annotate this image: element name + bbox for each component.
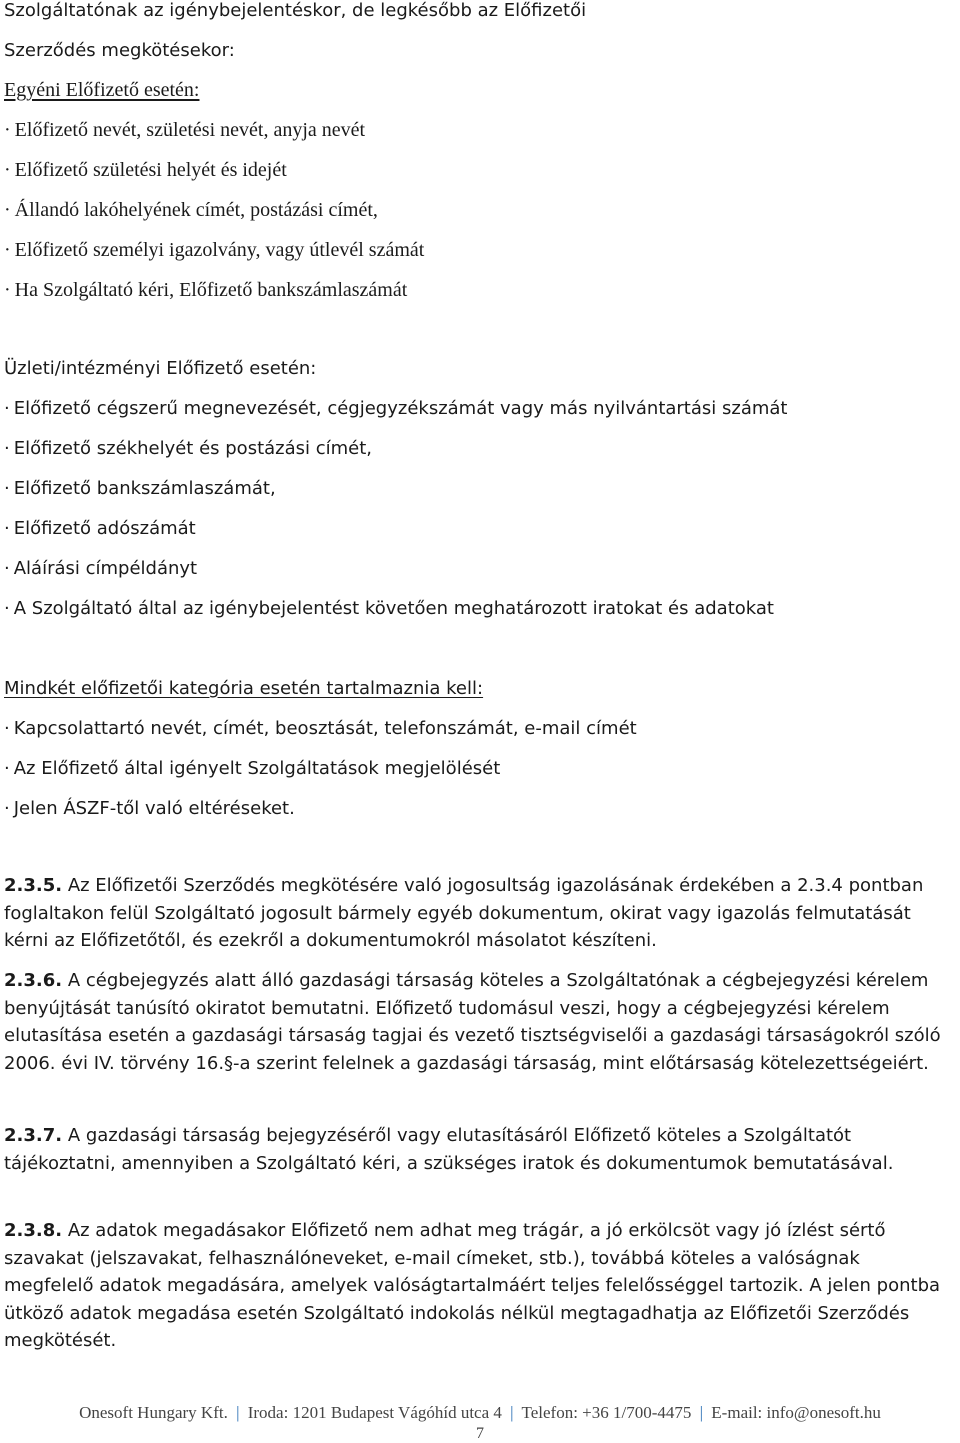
section-text: Az Előfizetői Szerződés megkötésére való jogosultság igazolásának érdekében a 2.3.4 pontban foglaltakon felül Szolgáltató jogosult bármely egyéb dokumentum, okirat vagy igazolás felmutatását kérni az Előfizetőtől, és ezekről a dokumentumokról másolatot készíteni.	[4, 875, 924, 951]
bullet-icon: ·	[4, 758, 10, 779]
section-number: 2.3.6.	[4, 970, 63, 991]
business-heading: Üzleti/intézményi Előfizető esetén:	[4, 358, 317, 379]
footer-company: Onesoft Hungary Kft.	[79, 1403, 228, 1422]
list-item: · Előfizető születési helyét és idejét	[4, 159, 287, 181]
bullet-icon: ·	[4, 398, 10, 419]
footer-separator: |	[699, 1403, 704, 1422]
list-item: · Aláírási címpéldányt	[4, 558, 198, 579]
footer-email: E-mail: info@onesoft.hu	[711, 1403, 881, 1422]
intro-line-2: Szerződés megkötésekor:	[4, 40, 235, 61]
section-number: 2.3.5.	[4, 875, 63, 896]
bullet-icon: ·	[4, 518, 10, 539]
section-2-3-7	[4, 1122, 954, 1177]
section-2-3-8	[4, 1217, 954, 1355]
bullet-icon: ·	[4, 438, 10, 459]
bullet-icon: ·	[4, 598, 10, 619]
both-heading: Mindkét előfizetői kategória esetén tartalmaznia kell:	[4, 678, 484, 699]
list-item: · Előfizető személyi igazolvány, vagy útlevél számát	[4, 239, 425, 261]
section-number: 2.3.8.	[4, 1220, 63, 1241]
bullet-icon: ·	[4, 798, 10, 819]
page-number: 7	[476, 1425, 484, 1442]
list-item: · Az Előfizető által igényelt Szolgáltatások megjelölését	[4, 758, 501, 779]
bullet-icon: ·	[4, 199, 11, 221]
section-number: 2.3.7.	[4, 1125, 63, 1146]
list-item: · Előfizető adószámát	[4, 518, 196, 539]
footer-phone: Telefon: +36 1/700-4475	[521, 1403, 692, 1422]
bullet-icon: ·	[4, 239, 11, 261]
list-item: · Előfizető cégszerű megnevezését, cégjegyzékszámát vagy más nyilvántartási számát	[4, 398, 788, 419]
footer-separator: |	[510, 1403, 514, 1422]
section-2-3-5	[4, 872, 954, 955]
page-footer	[0, 1403, 960, 1423]
intro-line-1: Szolgáltatónak az igénybejelentéskor, de legkésőbb az Előfizetői	[4, 0, 587, 21]
section-2-3-6	[4, 967, 954, 1077]
list-item: · Állandó lakóhelyének címét, postázási címét,	[4, 199, 378, 221]
footer-separator: |	[236, 1403, 240, 1422]
list-item: · Előfizető bankszámlaszámát,	[4, 478, 276, 499]
list-item: · Kapcsolattartó nevét, címét, beosztását, telefonszámát, e-mail címét	[4, 718, 637, 739]
bullet-icon: ·	[4, 558, 10, 579]
bullet-icon: ·	[4, 718, 10, 739]
bullet-icon: ·	[4, 279, 11, 301]
section-text: A gazdasági társaság bejegyzéséről vagy elutasításáról Előfizető köteles a Szolgáltatót tájékoztatni, amennyiben a Szolgáltató kéri, a szükséges iratok és dokumentumok bemutatásával.	[4, 1125, 894, 1174]
bullet-icon: ·	[4, 478, 10, 499]
list-item: · Előfizető székhelyét és postázási címét,	[4, 438, 373, 459]
bullet-icon: ·	[4, 119, 11, 141]
list-item: · Előfizető nevét, születési nevét, anyja nevét	[4, 119, 366, 141]
footer-office: Iroda: 1201 Budapest Vágóhíd utca 4	[247, 1403, 502, 1422]
list-item: · Jelen ÁSZF-től való eltéréseket.	[4, 798, 295, 819]
individual-heading: Egyéni Előfizető esetén:	[4, 79, 200, 101]
section-text: Az adatok megadásakor Előfizető nem adhat meg trágár, a jó erkölcsöt vagy jó ízlést sértő szavakat (jelszavakat, felhasználóneveket, e-mail címeket, stb.), továbbá köteles a valóságnak megfelelő adatok megadására, amelyek valóságtartalmáért teljes felelősséggel tartozik. A jelen pontba ütköző adatok megadása esetén Szolgáltató indokolás nélkül megtagadhatja az Előfizetői Szerződés megkötését.	[4, 1220, 941, 1351]
list-item: · Ha Szolgáltató kéri, Előfizető bankszámlaszámát	[4, 279, 408, 301]
section-text: A cégbejegyzés alatt álló gazdasági társaság köteles a Szolgáltatónak a cégbejegyzési kérelem benyújtását tanúsító okiratot bemutatni. Előfizető tudomásul veszi, hogy a cégbejegyzési kérelem elutasítása esetén a gazdasági társaság tagjai és vezető tisztségviselői a gazdasági társaságokról szóló 2006. évi IV. törvény 16.§-a szerint felelnek a gazdasági társaság, mint előtársaság kötelezettségeiért.	[4, 970, 941, 1074]
bullet-icon: ·	[4, 159, 11, 181]
list-item: · A Szolgáltató által az igénybejelentést követően meghatározott iratokat és adatokat	[4, 598, 774, 619]
